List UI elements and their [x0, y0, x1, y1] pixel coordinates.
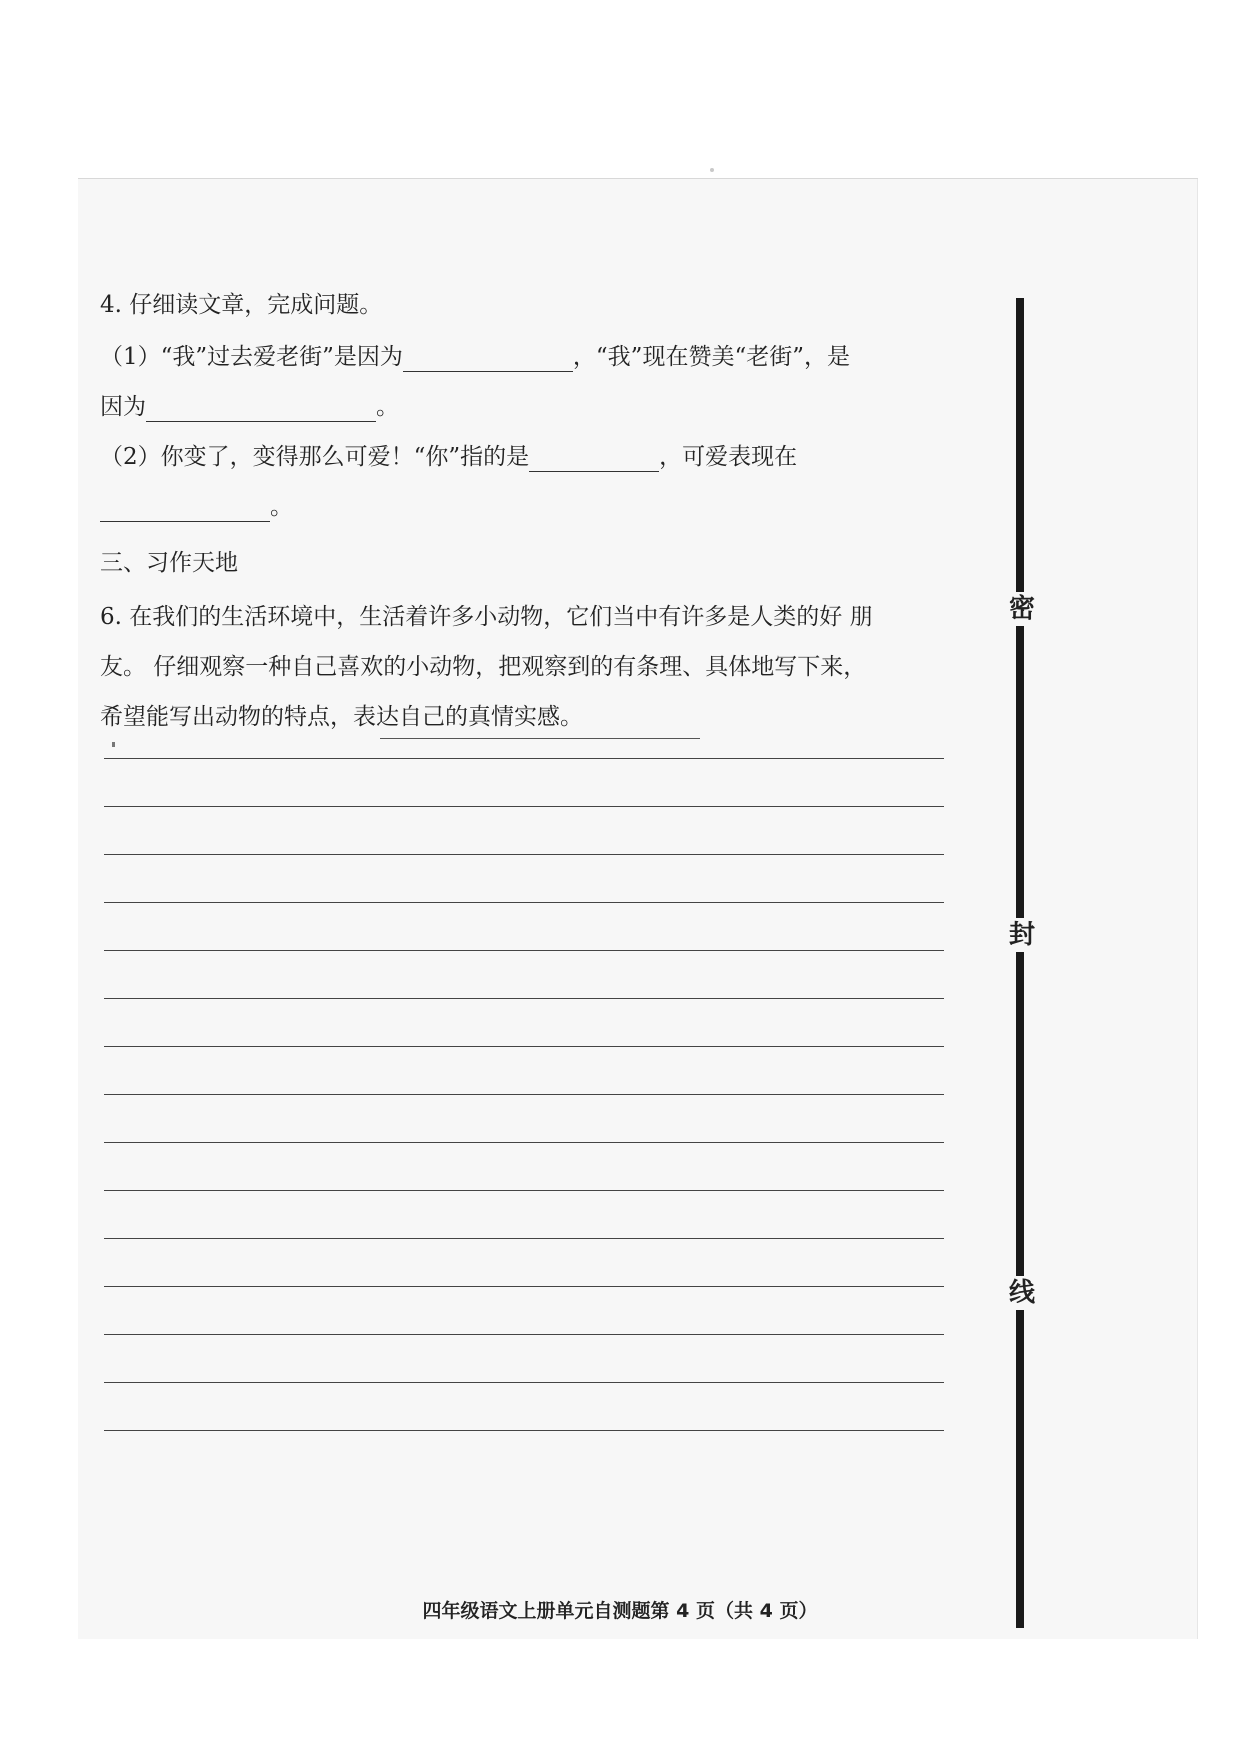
binding-label-feng: 封: [1008, 920, 1035, 950]
question-4-2-line2: [100, 492, 293, 522]
question-4-stem: 4. 仔细读文章，完成问题。: [100, 292, 383, 318]
scan-mark: [112, 742, 115, 747]
q4-2-text-c: 。: [270, 494, 293, 520]
question-4-1-line1: [100, 342, 850, 372]
answer-blank-reason-past[interactable]: [403, 347, 573, 372]
writing-line[interactable]: [104, 1190, 944, 1191]
binding-margin-line: [1016, 298, 1024, 1628]
writing-line[interactable]: [104, 1430, 944, 1431]
writing-line[interactable]: [104, 1286, 944, 1287]
writing-line[interactable]: [104, 902, 944, 903]
writing-prompt-line-1: 6. 在我们的生活环境中，生活着许多小动物，它们当中有许多是人类的好 朋: [100, 604, 873, 630]
q4-2-text-b: ，可爱表现在: [659, 444, 798, 470]
writing-prompt-line-2: 友。 仔细观察一种自己喜欢的小动物，把观察到的有条理、具体地写下来，: [100, 654, 867, 680]
answer-blank-reason-now[interactable]: [146, 397, 376, 422]
page-footer: 四年级语文上册单元自测题第 4 页（共 4 页）: [422, 1600, 818, 1622]
answer-blank-you-refers-to[interactable]: [529, 447, 659, 472]
section-title-writing: 三、习作天地: [100, 550, 238, 576]
writing-prompt-line-3: 希望能写出动物的特点，表达自己的真情实感。: [100, 704, 583, 730]
writing-line[interactable]: [104, 998, 944, 999]
q4-1-text-b: ，“我”现在赞美“老街”，是: [572, 344, 850, 370]
writing-line[interactable]: [104, 1334, 944, 1335]
writing-line[interactable]: [104, 854, 944, 855]
q4-2-text-a: （2）你变了，变得那么可爱！“你”指的是: [100, 444, 530, 470]
binding-label-mi: 密: [1008, 594, 1035, 624]
short-rule: [380, 738, 700, 739]
writing-line[interactable]: [104, 1094, 944, 1095]
writing-line[interactable]: [104, 1046, 944, 1047]
question-4-1-line2: [100, 392, 399, 422]
question-4-2-line1: [100, 442, 797, 472]
scan-speck: [710, 168, 714, 172]
binding-label-xian: 线: [1008, 1278, 1035, 1308]
writing-line[interactable]: [104, 1238, 944, 1239]
writing-line[interactable]: [104, 758, 944, 759]
answer-blank-cute-shown-in[interactable]: [100, 497, 270, 522]
q4-1-text-d: 。: [376, 394, 399, 420]
writing-line[interactable]: [104, 806, 944, 807]
q4-1-text-c: 因为: [100, 394, 146, 420]
writing-line[interactable]: [104, 950, 944, 951]
q4-1-text-a: （1）“我”过去爱老街”是因为: [100, 344, 403, 370]
writing-line[interactable]: [104, 1382, 944, 1383]
writing-line[interactable]: [104, 1142, 944, 1143]
